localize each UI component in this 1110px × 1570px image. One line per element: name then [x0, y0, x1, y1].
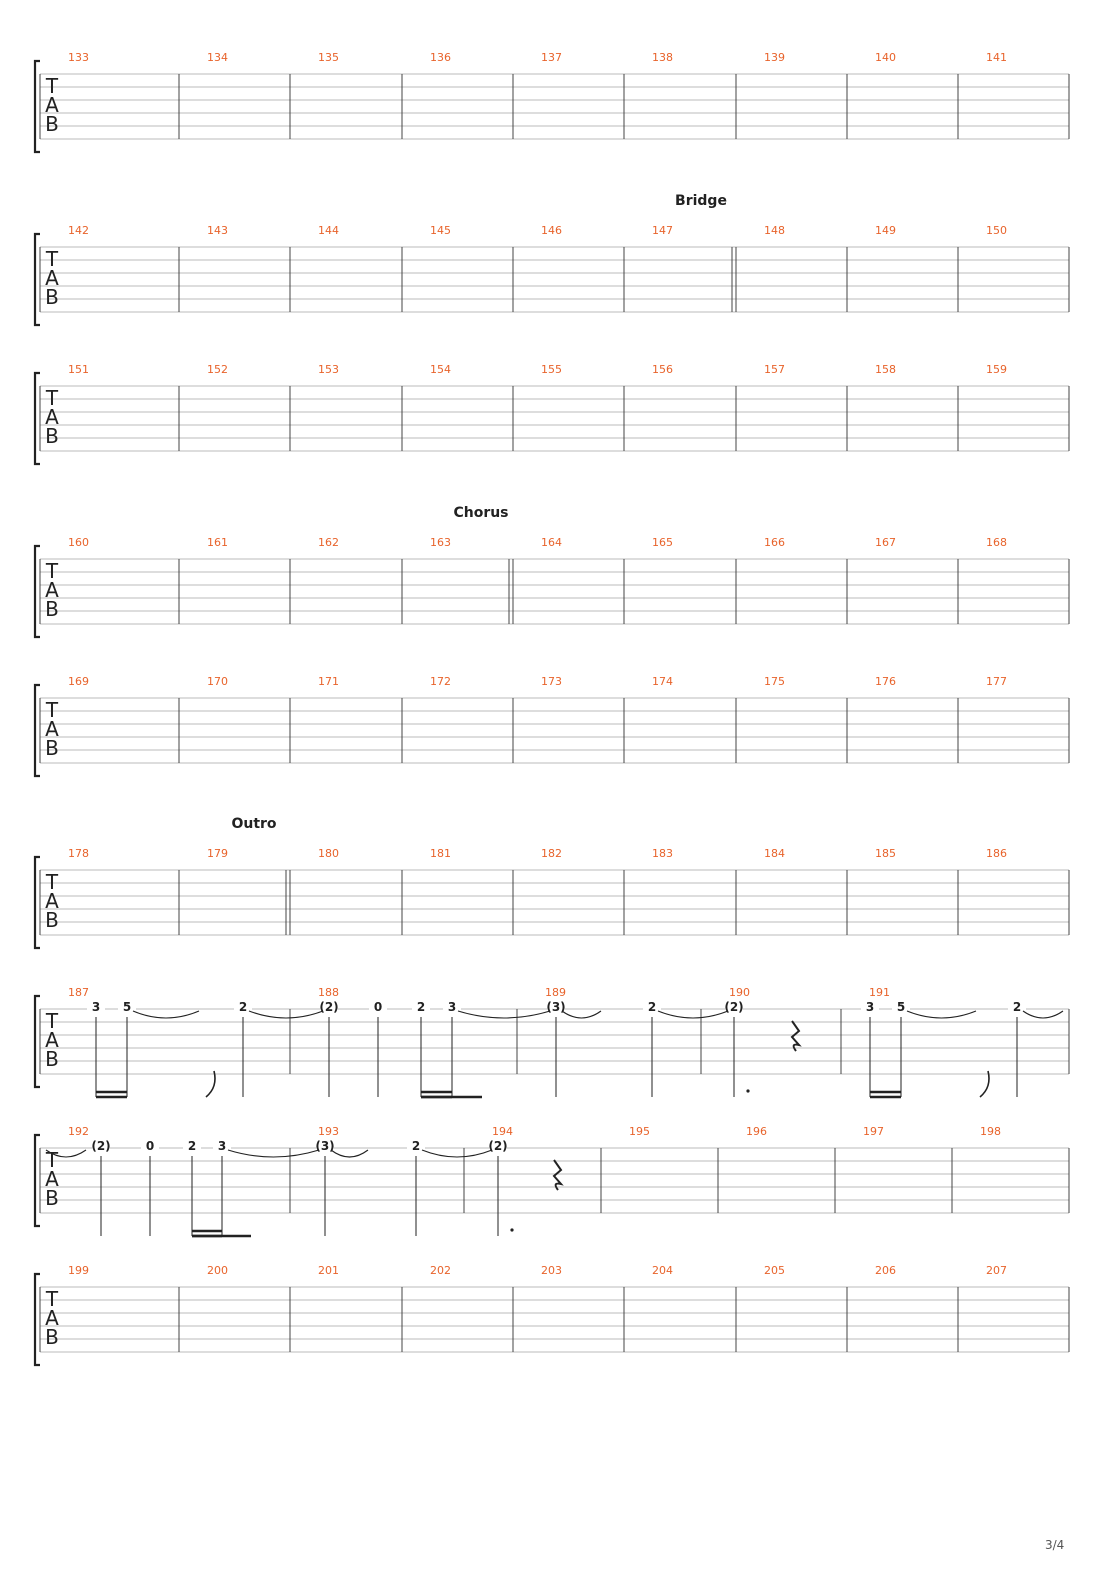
measure-number: 159 [986, 363, 1007, 376]
quarter-rest [554, 1160, 561, 1190]
tie-arc [658, 1011, 728, 1018]
quarter-rest [792, 1021, 799, 1051]
tab-clef-letter: A [45, 1167, 59, 1191]
tie-arc [907, 1011, 976, 1018]
measure-number: 199 [68, 1264, 89, 1277]
measure-number: 173 [541, 675, 562, 688]
measure-number: 136 [430, 51, 451, 64]
measure-number: 139 [764, 51, 785, 64]
tab-clef-letter: A [45, 405, 59, 429]
staff-system [35, 51, 1069, 152]
measure-number: 189 [545, 986, 566, 999]
measure-number: 186 [986, 847, 1007, 860]
fret-number: (2) [319, 1000, 339, 1014]
dot [510, 1228, 513, 1231]
tab-clef-letter: A [45, 889, 59, 913]
measure-number: 144 [318, 224, 339, 237]
measure-number: 197 [863, 1125, 884, 1138]
measure-number: 176 [875, 675, 896, 688]
measure-number: 204 [652, 1264, 673, 1277]
measure-number: 164 [541, 536, 562, 549]
system-bracket [35, 1135, 40, 1226]
measure-number: 166 [764, 536, 785, 549]
measure-number: 190 [729, 986, 750, 999]
measure-number: 196 [746, 1125, 767, 1138]
measure-number: 177 [986, 675, 1007, 688]
fret-number: 2 [238, 1000, 248, 1014]
system-bracket [35, 61, 40, 152]
measure-number: 163 [430, 536, 451, 549]
tab-clef-letter: B [45, 1186, 59, 1210]
fret-number: 3 [91, 1000, 101, 1014]
tab-clef-letter: T [45, 698, 59, 722]
page-number: 3/4 [1045, 1538, 1065, 1552]
tab-clef-letter: B [45, 597, 59, 621]
tab-clef-letter: B [45, 1047, 59, 1071]
measure-number: 155 [541, 363, 562, 376]
fret-number: 2 [416, 1000, 426, 1014]
system-bracket [35, 546, 40, 637]
fret-number: (2) [91, 1139, 111, 1153]
measure-number: 192 [68, 1125, 89, 1138]
measure-number: 140 [875, 51, 896, 64]
tab-clef-letter: B [45, 424, 59, 448]
measure-number: 138 [652, 51, 673, 64]
measure-number: 156 [652, 363, 673, 376]
measure-number: 165 [652, 536, 673, 549]
fret-number: 2 [1012, 1000, 1022, 1014]
measure-number: 207 [986, 1264, 1007, 1277]
staff-system [35, 363, 1069, 464]
tab-clef-letter: T [45, 1148, 59, 1172]
measure-number: 134 [207, 51, 228, 64]
note-flag [206, 1071, 215, 1097]
tab-clef-letter: T [45, 247, 59, 271]
tab-clef-letter: A [45, 578, 59, 602]
measure-number: 187 [68, 986, 89, 999]
measure-number: 184 [764, 847, 785, 860]
measure-number: 158 [875, 363, 896, 376]
measure-number: 180 [318, 847, 339, 860]
tab-clef-letter: T [45, 559, 59, 583]
system-bracket [35, 373, 40, 464]
tab-clef-letter: A [45, 266, 59, 290]
measure-number: 191 [869, 986, 890, 999]
tab-clef-letter: B [45, 908, 59, 932]
fret-number: 0 [145, 1139, 155, 1153]
tab-clef-letter: B [45, 736, 59, 760]
measure-number: 203 [541, 1264, 562, 1277]
note-flag [980, 1071, 989, 1097]
measure-number: 205 [764, 1264, 785, 1277]
measure-number: 174 [652, 675, 673, 688]
staff-system [35, 1264, 1069, 1365]
fret-number: 2 [187, 1139, 197, 1153]
measure-number: 179 [207, 847, 228, 860]
measure-number: 160 [68, 536, 89, 549]
fret-number: 0 [373, 1000, 383, 1014]
measure-number: 183 [652, 847, 673, 860]
measure-number: 202 [430, 1264, 451, 1277]
measure-number: 143 [207, 224, 228, 237]
staff-system [35, 675, 1069, 776]
tab-clef-letter: T [45, 74, 59, 98]
tie-arc [422, 1150, 492, 1157]
measure-number: 146 [541, 224, 562, 237]
system-bracket [35, 857, 40, 948]
tab-clef-letter: T [45, 870, 59, 894]
measure-number: 182 [541, 847, 562, 860]
measure-number: 181 [430, 847, 451, 860]
tab-clef-letter: A [45, 717, 59, 741]
measure-number: 206 [875, 1264, 896, 1277]
measure-number: 135 [318, 51, 339, 64]
system-bracket [35, 1274, 40, 1365]
measure-number: 161 [207, 536, 228, 549]
tie-arc [562, 1011, 601, 1018]
measure-number: 169 [68, 675, 89, 688]
measure-number: 145 [430, 224, 451, 237]
measure-number: 137 [541, 51, 562, 64]
measure-number: 195 [629, 1125, 650, 1138]
fret-number: 3 [865, 1000, 875, 1014]
measure-number: 168 [986, 536, 1007, 549]
fret-number: (2) [724, 1000, 744, 1014]
fret-number: 2 [647, 1000, 657, 1014]
measure-number: 141 [986, 51, 1007, 64]
measure-number: 154 [430, 363, 451, 376]
measure-number: 162 [318, 536, 339, 549]
fret-number: (3) [546, 1000, 566, 1014]
tab-clef-letter: A [45, 1306, 59, 1330]
measure-number: 198 [980, 1125, 1001, 1138]
fret-number: 2 [411, 1139, 421, 1153]
dot [746, 1089, 749, 1092]
measure-number: 193 [318, 1125, 339, 1138]
fret-number: 3 [447, 1000, 457, 1014]
tab-clef-letter: T [45, 1287, 59, 1311]
measure-number: 188 [318, 986, 339, 999]
measure-number: 150 [986, 224, 1007, 237]
measure-number: 142 [68, 224, 89, 237]
measure-number: 200 [207, 1264, 228, 1277]
tie-arc [1023, 1011, 1063, 1018]
staff-system [35, 816, 1069, 948]
measure-number: 170 [207, 675, 228, 688]
measure-number: 201 [318, 1264, 339, 1277]
measure-number: 172 [430, 675, 451, 688]
fret-number: 5 [122, 1000, 132, 1014]
fret-number: (3) [315, 1139, 335, 1153]
measure-number: 133 [68, 51, 89, 64]
section-label: Bridge [675, 193, 727, 209]
measure-number: 147 [652, 224, 673, 237]
tab-clef-letter: B [45, 112, 59, 136]
measure-number: 152 [207, 363, 228, 376]
section-label: Chorus [453, 505, 509, 521]
tab-clef-letter: B [45, 1325, 59, 1349]
measure-number: 175 [764, 675, 785, 688]
system-bracket [35, 996, 40, 1087]
section-label: Outro [231, 816, 277, 832]
tab-clef-letter: B [45, 285, 59, 309]
tab-clef-letter: A [45, 93, 59, 117]
tab-clef-letter: T [45, 386, 59, 410]
staff-system [35, 505, 1069, 637]
staff-system [35, 986, 1069, 1097]
tie-arc [249, 1011, 323, 1018]
fret-number: 3 [217, 1139, 227, 1153]
measure-number: 171 [318, 675, 339, 688]
measure-number: 148 [764, 224, 785, 237]
tab-clef-letter: A [45, 1028, 59, 1052]
measure-number: 185 [875, 847, 896, 860]
tie-arc [458, 1011, 550, 1018]
measure-number: 167 [875, 536, 896, 549]
measure-number: 178 [68, 847, 89, 860]
fret-number: (2) [488, 1139, 508, 1153]
fret-number: 5 [896, 1000, 906, 1014]
tie-arc [133, 1011, 199, 1018]
tie-arc [228, 1150, 319, 1157]
measure-number: 149 [875, 224, 896, 237]
tie-arc [331, 1150, 368, 1157]
system-bracket [35, 234, 40, 325]
system-bracket [35, 685, 40, 776]
staff-system [35, 1125, 1069, 1236]
measure-number: 153 [318, 363, 339, 376]
measure-number: 151 [68, 363, 89, 376]
tab-clef-letter: T [45, 1009, 59, 1033]
staff-system [35, 193, 1069, 325]
measure-number: 194 [492, 1125, 513, 1138]
measure-number: 157 [764, 363, 785, 376]
